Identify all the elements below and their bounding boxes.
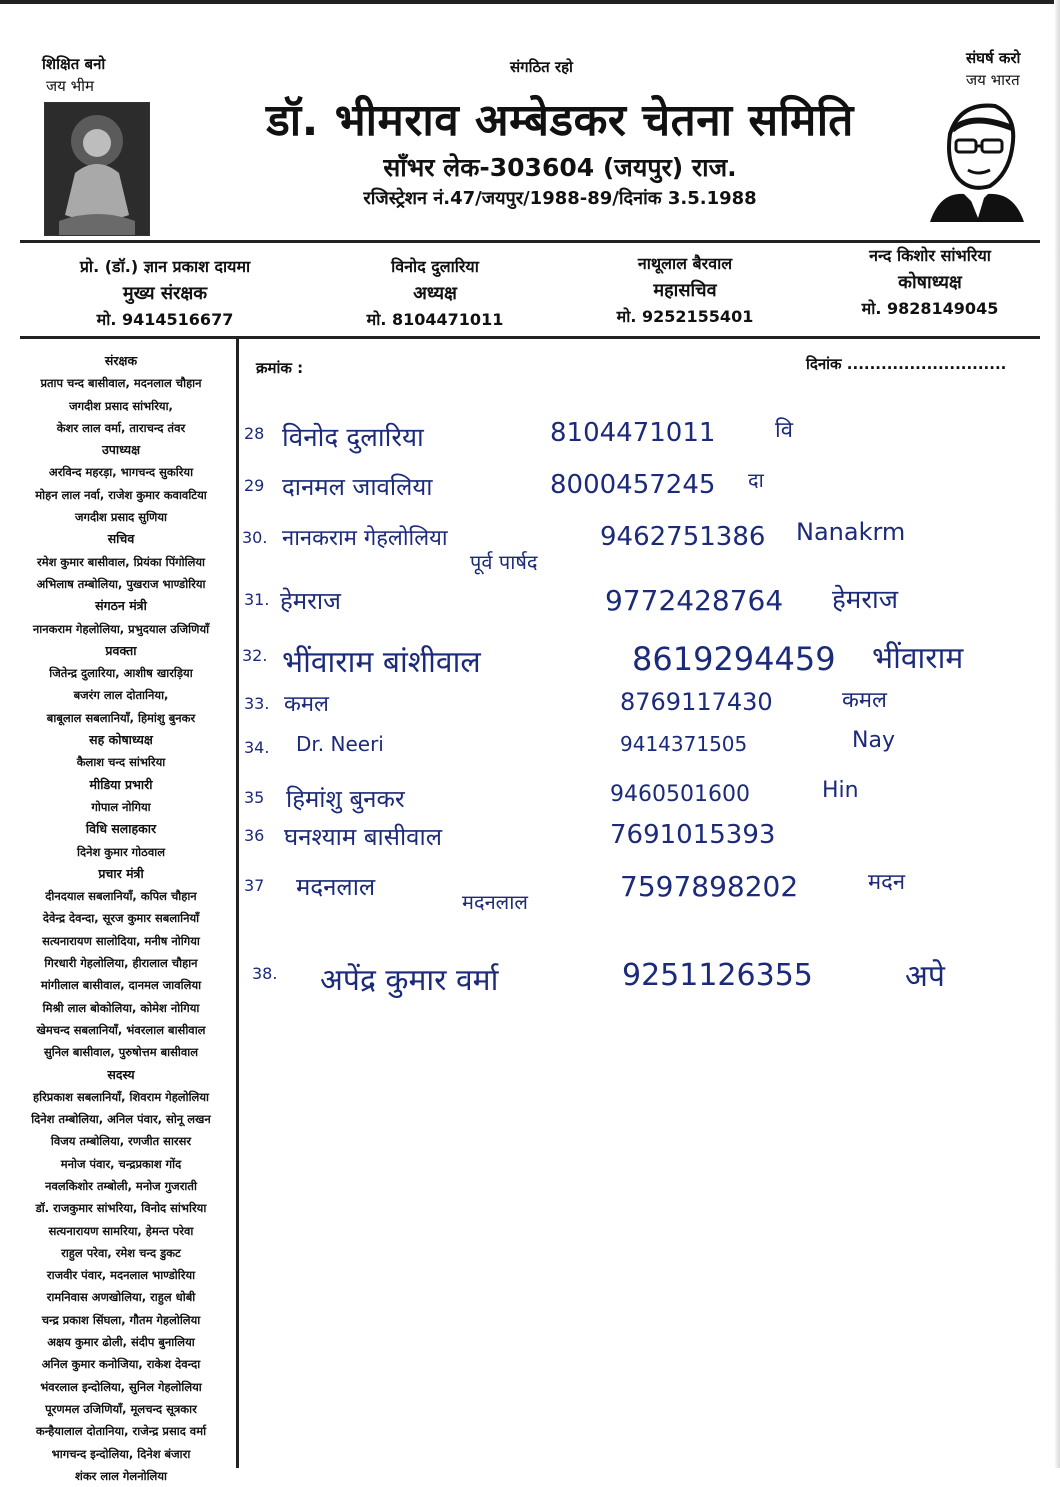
slogan-center: संगठित रहो	[510, 58, 573, 76]
sidebar-member-line: अनिल कुमार कनोजिया, राकेश देवन्दा	[41, 1357, 201, 1372]
sidebar-member-line: नानकराम गेहलोलिया, प्रभुदयाल उजिणियाँ	[32, 621, 210, 636]
sidebar-member-line: राहुल परेवा, रमेश चन्द डुकट	[61, 1245, 181, 1260]
entry-name: मदनलाल	[296, 873, 376, 901]
sidebar-heading: प्रचार मंत्री	[98, 865, 144, 881]
sidebar-member-line: अरविन्द महरड़ा, भागचन्द सुकरिया	[48, 465, 194, 480]
sidebar-member-line: कैलाश चन्द सांभरिया	[76, 755, 166, 770]
entry-signature: Nay	[852, 728, 895, 753]
sidebar-member-line: गिरधारी गेहलोलिया, हीरालाल चौहान	[44, 956, 198, 971]
entry-name: हेमराज	[280, 587, 341, 615]
sidebar-member-line: भागचन्द इन्दोलिया, दिनेश बंजारा	[51, 1446, 191, 1461]
sidebar-member-line: अक्षय कुमार ढोली, संदीप बुनालिया	[47, 1335, 195, 1350]
entry-number: 31.	[244, 590, 270, 609]
entry-signature: दा	[748, 468, 764, 492]
sidebar-heading: सदस्य	[107, 1066, 135, 1082]
entry-signature: भींवाराम	[872, 641, 964, 676]
sidebar-member-line: प्रताप चन्द बासीवाल, मदनलाल चौहान	[40, 376, 202, 391]
sidebar-heading: सचिव	[107, 531, 135, 547]
entry-name: हिमांशु बुनकर	[286, 785, 405, 813]
officer-role: अध्यक्ष	[413, 283, 457, 304]
slogan-left-1: शिक्षित बनो	[42, 55, 106, 73]
officer-role: महासचिव	[653, 280, 717, 301]
sidebar-heading: संरक्षक	[104, 353, 138, 368]
entry-name-note: मदनलाल	[462, 890, 528, 914]
entry-name: दानमल जावलिया	[282, 473, 433, 501]
sidebar-member-line: गोपाल नोगिया	[91, 799, 151, 814]
officer-mobile: मो. 9252155401	[616, 307, 754, 326]
sidebar-member-line: हरिप्रकाश सबलानियाँ, शिवराम गेहलोलिया	[33, 1089, 209, 1104]
entry-number: 30.	[242, 528, 268, 547]
sidebar-member-line: दिनेश कुमार गोठवाल	[77, 844, 165, 859]
entry-phone: 9462751386	[600, 522, 766, 552]
sidebar-member-line: जगदीश प्रसाद सांभरिया,	[69, 398, 173, 413]
sidebar-member-line: अभिलाष तम्बोलिया, पुखराज भाण्डोरिया	[36, 576, 206, 591]
entry-number: 32.	[242, 646, 268, 665]
officer-name: प्रो. (डॉ.) ज्ञान प्रकाश दायमा	[79, 257, 251, 276]
sidebar-member-line: चन्द्र प्रकाश सिंघला, गौतम गेहलोलिया	[41, 1312, 201, 1327]
entry-phone: 9251126355	[622, 958, 813, 993]
entry-signature: कमल	[842, 688, 887, 713]
entry-name: भींवाराम बांशीवाल	[282, 645, 481, 680]
sidebar-heading: उपाध्यक्ष	[101, 442, 141, 458]
sidebar-member-line: देवेन्द्र देवन्दा, सूरज कुमार सबलानियाँ	[42, 911, 200, 926]
entry-name: नानकराम गेहलोलिया	[282, 526, 448, 551]
entry-number: 36	[244, 826, 265, 845]
sidebar-member-line: खेमचन्द सबलानियाँ, भंवरलाल बासीवाल	[36, 1022, 206, 1037]
sidebar-member-line: जगदीश प्रसाद सुणिया	[74, 510, 168, 525]
sidebar-member-line: पूरणमल उजिणियाँ, मूलचन्द सूत्रकार	[45, 1401, 197, 1416]
officer-mobile: मो. 9414516677	[96, 310, 234, 329]
sidebar-heading: विधि सलाहकार	[85, 821, 157, 837]
entry-number: 35	[244, 788, 265, 807]
slogan-right-1: संघर्ष करो	[966, 49, 1021, 67]
sidebar-member-line: सत्यनारायण सालोदिया, मनीष नोगिया	[42, 933, 200, 948]
entry-name: घनश्याम बासीवाल	[284, 823, 443, 851]
sidebar-member-line: सत्यनारायण सामरिया, हेमन्त परेवा	[48, 1223, 194, 1238]
sidebar-member-line: सुनिल बासीवाल, पुरुषोत्तम बासीवाल	[43, 1045, 199, 1060]
sidebar-member-line: राजवीर पंवार, मदनलाल भाण्डोरिया	[46, 1268, 196, 1283]
entry-number: 33.	[244, 694, 270, 713]
scan-edge	[1054, 0, 1060, 1468]
sidebar-member-line: दीनदयाल सबलानियाँ, कपिल चौहान	[45, 889, 197, 904]
entry-signature: Nanakrm	[796, 518, 906, 546]
entry-signature: वि	[775, 418, 793, 443]
sidebar-member-line: केशर लाल वर्मा, ताराचन्द तंवर	[56, 420, 186, 435]
entry-signature: मदन	[868, 870, 906, 895]
sidebar-heading: मीडिया प्रभारी	[89, 776, 153, 792]
entry-number: 29	[244, 476, 265, 495]
entry-phone: 9460501600	[610, 782, 750, 807]
sidebar-heading: प्रवक्ता	[105, 642, 137, 658]
sidebar-member-line: बजरंग लाल दोतानिया,	[73, 688, 169, 703]
entry-phone: 8769117430	[620, 688, 773, 716]
entry-name: विनोद दुलारिया	[282, 423, 424, 453]
sidebar-member-line: मनोज पंवार, चन्द्रप्रकाश गोंद	[60, 1156, 182, 1171]
organization-title: डॉ. भीमराव अम्बेडकर चेतना समिति	[266, 95, 854, 146]
entry-phone: 7691015393	[610, 820, 776, 850]
entry-name: Dr. Neeri	[296, 732, 384, 756]
organization-address: साँभर लेक-303604 (जयपुर) राज.	[383, 153, 737, 182]
officer-mobile: मो. 9828149045	[861, 299, 999, 318]
sidebar-member-line: शंकर लाल गेलनोलिया	[75, 1468, 167, 1483]
sidebar-heading: सह कोषाध्यक्ष	[89, 732, 153, 748]
sidebar-member-line: रामनिवास अणखोलिया, राहुल धोबी	[46, 1290, 196, 1305]
officer-name: नाथूलाल बैरवाल	[637, 254, 733, 273]
entry-name: अपेंद्र कुमार वर्मा	[320, 963, 499, 998]
sidebar-member-line: मांगीलाल बासीवाल, दानमल जावलिया	[40, 978, 202, 993]
sidebar-member-line: कन्हैयालाल दोतानिया, राजेन्द्र प्रसाद वर्मा	[35, 1424, 207, 1439]
slogan-left-2: जय भीम	[46, 77, 94, 95]
officer-name: विनोद दुलारिया	[391, 257, 479, 276]
sidebar-member-line: जितेन्द्र दुलारिया, आशीष खारड़िया	[49, 666, 193, 681]
entry-signature: हेमराज	[832, 585, 899, 615]
entry-phone: 9414371505	[620, 732, 748, 756]
entry-number: 34.	[244, 738, 270, 757]
entry-phone: 7597898202	[620, 870, 799, 903]
sidebar-member-line: मोहन लाल नर्वा, राजेश कुमार कवावटिया	[35, 487, 207, 502]
officer-role: कोषाध्यक्ष	[898, 272, 962, 293]
sidebar-member-line: दिनेश तम्बोलिया, अनिल पंवार, सोनू लखन	[31, 1112, 211, 1127]
sidebar-member-line: विजय तम्बोलिया, रणजीत सारसर	[50, 1134, 192, 1149]
entry-phone: 8619294459	[632, 640, 836, 678]
entry-phone: 8104471011	[550, 418, 716, 448]
officer-mobile: मो. 8104471011	[366, 310, 504, 329]
entry-phone: 9772428764	[605, 584, 784, 617]
slogan-right-2: जय भारत	[966, 71, 1020, 89]
entry-name: कमल	[284, 692, 329, 717]
entry-signature: Hin	[822, 778, 859, 803]
entry-phone: 8000457245	[550, 470, 716, 500]
entry-number: 37	[244, 876, 265, 895]
officer-role: मुख्य संरक्षक	[122, 283, 208, 304]
sidebar-member-line: रमेश कुमार बासीवाल, प्रियंका पिंगोलिया	[36, 554, 206, 569]
sidebar-member-line: नवलकिशोर तम्बोली, मनोज गुजराती	[45, 1178, 197, 1193]
serial-number-label: क्रमांक :	[256, 359, 304, 377]
officer-name: नन्द किशोर सांभरिया	[869, 246, 991, 265]
entry-name-note: पूर्व पार्षद	[470, 550, 538, 574]
sidebar-heading: संगठन मंत्री	[95, 598, 147, 614]
sidebar-member-line: बाबूलाल सबलानियाँ, हिमांशु बुनकर	[46, 710, 196, 725]
sidebar-member-line: मिश्री लाल बोकोलिया, कोमेश नोगिया	[42, 1000, 200, 1015]
registration-number: रजिस्ट्रेशन नं.47/जयपुर/1988-89/दिनांक 3.5.1988	[363, 188, 757, 209]
sidebar-member-line: भंवरलाल इन्दोलिया, सुनिल गेहलोलिया	[40, 1379, 202, 1394]
sidebar-member-line: डॉ. राजकुमार सांभरिया, विनोद सांभरिया	[35, 1201, 207, 1216]
entry-number: 28	[244, 424, 265, 443]
entry-number: 38.	[252, 964, 278, 983]
entry-signature: अपे	[905, 959, 945, 994]
date-label: दिनांक ............................	[806, 355, 1007, 373]
